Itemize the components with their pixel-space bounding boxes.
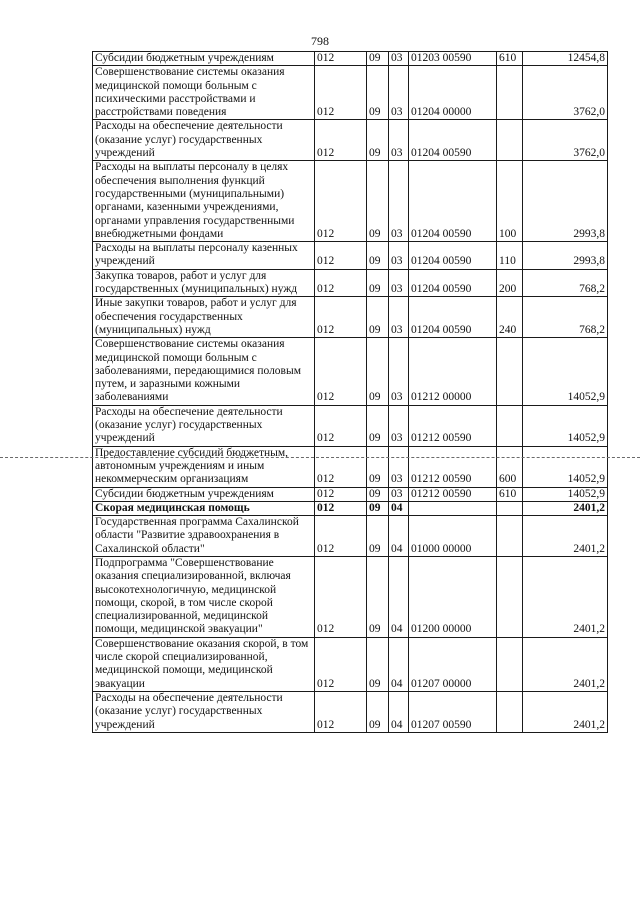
section-code: 09 xyxy=(367,66,389,120)
subsection-code: 04 xyxy=(389,516,409,557)
table-row xyxy=(93,487,608,501)
table-row xyxy=(93,691,608,732)
target-article: 01212 00590 xyxy=(409,405,497,446)
row-name: Предоставление субсидий бюджетным, автономным учреждениям и иным некоммерческим организациям xyxy=(93,446,315,487)
target-article: 01204 00590 xyxy=(409,120,497,161)
ministry-code: 012 xyxy=(315,501,367,515)
expense-type: 240 xyxy=(497,297,523,338)
row-name: Расходы на обеспечение деятельности (оказание услуг) государственных учреждений xyxy=(93,405,315,446)
ministry-code: 012 xyxy=(315,405,367,446)
expense-type xyxy=(497,338,523,405)
ministry-code: 012 xyxy=(315,297,367,338)
row-name: Субсидии бюджетным учреждениям xyxy=(93,487,315,501)
section-code: 09 xyxy=(367,120,389,161)
amount: 768,2 xyxy=(523,269,608,297)
expense-type xyxy=(497,556,523,637)
expense-type xyxy=(497,120,523,161)
ministry-code: 012 xyxy=(315,487,367,501)
expense-type: 610 xyxy=(497,52,523,66)
row-name: Расходы на выплаты персоналу казенных учреждений xyxy=(93,242,315,270)
amount: 3762,0 xyxy=(523,120,608,161)
target-article: 01204 00590 xyxy=(409,161,497,242)
amount: 14052,9 xyxy=(523,487,608,501)
row-name: Расходы на обеспечение деятельности (оказание услуг) государственных учреждений xyxy=(93,120,315,161)
section-code: 09 xyxy=(367,487,389,501)
subsection-code: 04 xyxy=(389,556,409,637)
expense-type: 110 xyxy=(497,242,523,270)
row-name: Расходы на выплаты персоналу в целях обеспечения выполнения функций государственными (муниципальными) органами, казенными учреждениями, органами управления государственными внебюджетными фондами xyxy=(93,161,315,242)
amount: 14052,9 xyxy=(523,405,608,446)
amount: 3762,0 xyxy=(523,66,608,120)
expense-type xyxy=(497,66,523,120)
table-row xyxy=(93,66,608,120)
amount: 2401,2 xyxy=(523,501,608,515)
target-article: 01212 00590 xyxy=(409,446,497,487)
amount: 2993,8 xyxy=(523,242,608,270)
row-name: Совершенствование системы оказания медицинской помощи больным с психическими расстройствами и расстройствами поведения xyxy=(93,66,315,120)
expense-type: 200 xyxy=(497,269,523,297)
amount: 2993,8 xyxy=(523,161,608,242)
ministry-code: 012 xyxy=(315,516,367,557)
amount: 14052,9 xyxy=(523,446,608,487)
amount: 2401,2 xyxy=(523,516,608,557)
target-article xyxy=(409,501,497,515)
target-article: 01204 00590 xyxy=(409,242,497,270)
table-row xyxy=(93,52,608,66)
section-code: 09 xyxy=(367,637,389,691)
target-article: 01212 00000 xyxy=(409,338,497,405)
target-article: 01204 00590 xyxy=(409,297,497,338)
expense-type xyxy=(497,691,523,732)
row-name: Иные закупки товаров, работ и услуг для обеспечения государственных (муниципальных) нужд xyxy=(93,297,315,338)
ministry-code: 012 xyxy=(315,161,367,242)
row-name: Совершенствование оказания скорой, в том числе скорой специализированной, медицинской помощи, медицинской эвакуации xyxy=(93,637,315,691)
ministry-code: 012 xyxy=(315,242,367,270)
target-article: 01000 00000 xyxy=(409,516,497,557)
ministry-code: 012 xyxy=(315,66,367,120)
ministry-code: 012 xyxy=(315,637,367,691)
section-code: 09 xyxy=(367,161,389,242)
section-code: 09 xyxy=(367,242,389,270)
expense-type xyxy=(497,637,523,691)
section-code: 09 xyxy=(367,297,389,338)
row-name: Скорая медицинская помощь xyxy=(93,501,315,515)
table-row xyxy=(93,269,608,297)
table-row xyxy=(93,501,608,515)
subsection-code: 04 xyxy=(389,501,409,515)
subsection-code: 04 xyxy=(389,691,409,732)
section-code: 09 xyxy=(367,556,389,637)
row-name: Расходы на обеспечение деятельности (оказание услуг) государственных учреждений xyxy=(93,691,315,732)
ministry-code: 012 xyxy=(315,691,367,732)
amount: 2401,2 xyxy=(523,556,608,637)
expense-type: 100 xyxy=(497,161,523,242)
scan-artifact-line xyxy=(0,457,640,458)
subsection-code: 03 xyxy=(389,66,409,120)
amount: 12454,8 xyxy=(523,52,608,66)
expense-type: 610 xyxy=(497,487,523,501)
table-row xyxy=(93,637,608,691)
expense-type: 600 xyxy=(497,446,523,487)
amount: 2401,2 xyxy=(523,637,608,691)
target-article: 01204 00000 xyxy=(409,66,497,120)
target-article: 01200 00000 xyxy=(409,556,497,637)
table-row xyxy=(93,161,608,242)
row-name: Государственная программа Сахалинской области "Развитие здравоохранения в Сахалинской области" xyxy=(93,516,315,557)
section-code: 09 xyxy=(367,516,389,557)
subsection-code: 03 xyxy=(389,487,409,501)
ministry-code: 012 xyxy=(315,120,367,161)
target-article: 01204 00590 xyxy=(409,269,497,297)
subsection-code: 03 xyxy=(389,242,409,270)
table-row xyxy=(93,556,608,637)
expense-type xyxy=(497,501,523,515)
subsection-code: 03 xyxy=(389,269,409,297)
page-number: 798 xyxy=(311,34,329,48)
subsection-code: 03 xyxy=(389,52,409,66)
table-row xyxy=(93,297,608,338)
target-article: 01212 00590 xyxy=(409,487,497,501)
table-row xyxy=(93,405,608,446)
target-article: 01203 00590 xyxy=(409,52,497,66)
row-name: Субсидии бюджетным учреждениям xyxy=(93,52,315,66)
section-code: 09 xyxy=(367,691,389,732)
section-code: 09 xyxy=(367,405,389,446)
subsection-code: 03 xyxy=(389,405,409,446)
amount: 2401,2 xyxy=(523,691,608,732)
subsection-code: 03 xyxy=(389,338,409,405)
ministry-code: 012 xyxy=(315,269,367,297)
subsection-code: 03 xyxy=(389,297,409,338)
section-code: 09 xyxy=(367,269,389,297)
target-article: 01207 00000 xyxy=(409,637,497,691)
section-code: 09 xyxy=(367,446,389,487)
expense-type xyxy=(497,516,523,557)
subsection-code: 04 xyxy=(389,637,409,691)
expense-type xyxy=(497,405,523,446)
table-row xyxy=(93,338,608,405)
table-row xyxy=(93,446,608,487)
table-row xyxy=(93,242,608,270)
amount: 768,2 xyxy=(523,297,608,338)
section-code: 09 xyxy=(367,501,389,515)
budget-table-body xyxy=(93,52,608,733)
ministry-code: 012 xyxy=(315,556,367,637)
ministry-code: 012 xyxy=(315,338,367,405)
row-name: Подпрограмма "Совершенствование оказания специализированной, включая высокотехнологичную, медицинской помощи, скорой, в том числе скорой специализированной, медицинской помощи, медицинской эвакуации" xyxy=(93,556,315,637)
target-article: 01207 00590 xyxy=(409,691,497,732)
row-name: Совершенствование системы оказания медицинской помощи больным с заболеваниями, передающимися половым путем, и заразными кожными заболеваниями xyxy=(93,338,315,405)
table-row xyxy=(93,516,608,557)
subsection-code: 03 xyxy=(389,161,409,242)
section-code: 09 xyxy=(367,338,389,405)
section-code: 09 xyxy=(367,52,389,66)
row-name: Закупка товаров, работ и услуг для государственных (муниципальных) нужд xyxy=(93,269,315,297)
subsection-code: 03 xyxy=(389,446,409,487)
subsection-code: 03 xyxy=(389,120,409,161)
amount: 14052,9 xyxy=(523,338,608,405)
table-row xyxy=(93,120,608,161)
ministry-code: 012 xyxy=(315,446,367,487)
ministry-code: 012 xyxy=(315,52,367,66)
budget-table xyxy=(92,51,608,733)
